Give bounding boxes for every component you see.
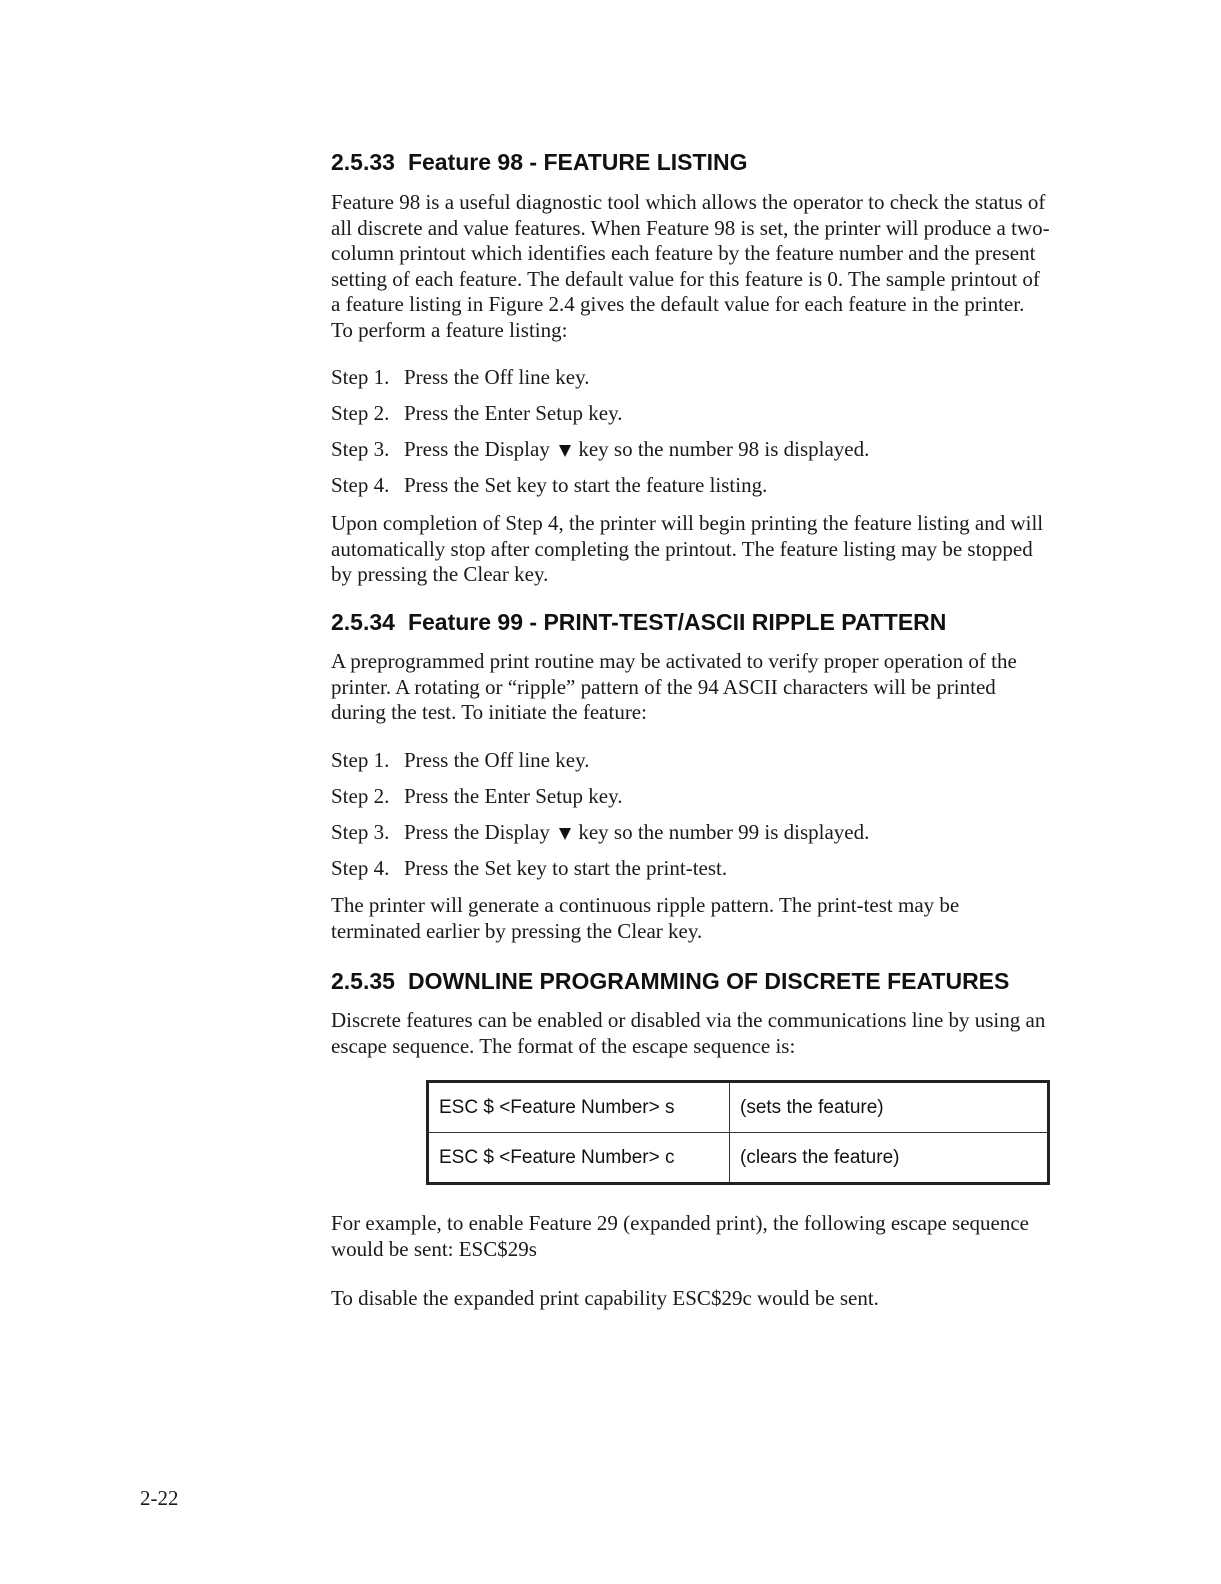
section-closing-paragraph: Upon completion of Step 4, the printer will begin printing the feature listing and will automatically stop after completing the printout. The feature listing may be stopped by pressing the Clear key. [331, 511, 1044, 586]
section-intro-paragraph: Discrete features can be enabled or disabled via the communications line by using an escape sequence. The format of the escape sequence is: [331, 1008, 1046, 1058]
step-item [331, 437, 869, 473]
table-row [428, 1082, 1049, 1133]
section-number: 2.5.33 [331, 149, 395, 175]
section-heading-2-5-35 [331, 967, 1009, 995]
page-number: 2-22 [140, 1486, 179, 1510]
escape-sequence-cell: ESC $ <Feature Number> c [428, 1133, 730, 1184]
down-triangle-icon [559, 828, 571, 840]
section-title: Feature 98 - FEATURE LISTING [407, 149, 748, 175]
step-text: Press the Off line key. [404, 365, 590, 389]
step-text: Press the Enter Setup key. [404, 401, 623, 425]
table-row [428, 1133, 1049, 1184]
step-text-before: Press the Display [404, 437, 550, 461]
step-text: Press the Off line key. [404, 748, 590, 772]
section-number: 2.5.34 [331, 609, 395, 635]
step-item [331, 856, 869, 892]
step-list-feature-99 [331, 748, 869, 892]
step-text-after: key so the number 99 is displayed. [578, 820, 870, 844]
step-item [331, 401, 869, 437]
step-label: Step 2. [331, 401, 390, 425]
section-heading-2-5-34 [331, 608, 946, 636]
step-text: Press the Set key to start the feature listing. [404, 473, 768, 497]
sequence-meaning-cell: (clears the feature) [730, 1133, 1049, 1184]
step-item [331, 473, 869, 509]
escape-sequence-table [426, 1080, 1050, 1185]
step-label: Step 3. [331, 437, 390, 461]
sequence-meaning-cell: (sets the feature) [730, 1082, 1049, 1133]
section-intro-paragraph: A preprogrammed print routine may be activated to verify proper operation of the printer. A rotating or “ripple” pattern of the 94 ASCII characters will be printed during the test. To initiate the feature: [331, 649, 1017, 724]
section-title: DOWNLINE PROGRAMMING OF DISCRETE FEATURES [407, 968, 1010, 994]
step-item [331, 820, 869, 856]
step-list-feature-98 [331, 365, 869, 509]
step-label: Step 1. [331, 748, 390, 772]
step-label: Step 3. [331, 820, 390, 844]
step-item [331, 748, 869, 784]
step-item [331, 365, 869, 401]
step-text-before: Press the Display [404, 820, 550, 844]
step-label: Step 4. [331, 856, 390, 880]
step-label: Step 1. [331, 365, 390, 389]
step-label: Step 2. [331, 784, 390, 808]
section-title: Feature 99 - PRINT-TEST/ASCII RIPPLE PATTERN [407, 609, 947, 635]
example-paragraph: For example, to enable Feature 29 (expanded print), the following escape sequence would be sent: ESC$29s [331, 1211, 1029, 1261]
step-text-after: key so the number 98 is displayed. [578, 437, 870, 461]
disable-note-paragraph: To disable the expanded print capability ESC$29c would be sent. [331, 1286, 879, 1310]
section-closing-paragraph: The printer will generate a continuous ripple pattern. The print-test may be terminated earlier by pressing the Clear key. [331, 893, 960, 943]
section-heading-2-5-33 [331, 148, 747, 176]
section-number: 2.5.35 [331, 968, 395, 994]
step-text: Press the Set key to start the print-test. [404, 856, 728, 880]
step-text: Press the Enter Setup key. [404, 784, 623, 808]
step-item [331, 784, 869, 820]
down-triangle-icon [559, 445, 571, 457]
section-intro-paragraph: Feature 98 is a useful diagnostic tool which allows the operator to check the status of all discrete and value features. When Feature 98 is set, the printer will produce a two-column printout which identifies each feature by the feature number and the present setting of each feature. The default value for this feature is 0. The sample printout of a feature listing in Figure 2.4 gives the default value for each feature in the printer. To perform a feature listing: [331, 190, 1050, 342]
step-label: Step 4. [331, 473, 390, 497]
escape-sequence-cell: ESC $ <Feature Number> s [428, 1082, 730, 1133]
